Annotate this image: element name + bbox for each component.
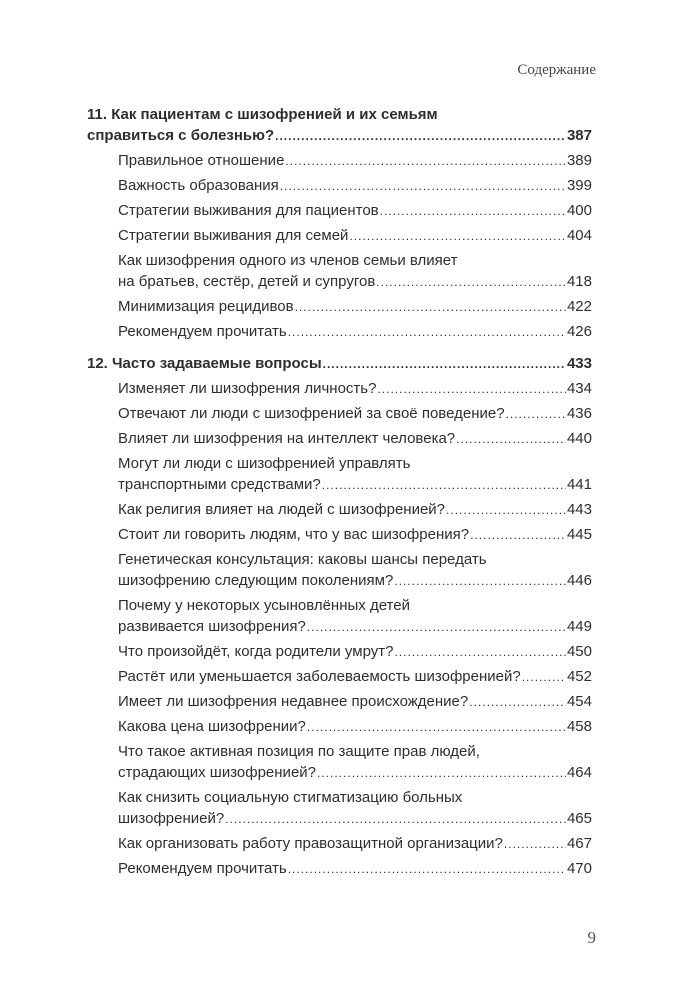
entry-title-line: Стратегии выживания для пациентов bbox=[118, 202, 379, 219]
entry-title-line: страдающих шизофренией? bbox=[118, 764, 317, 781]
dot-leader bbox=[307, 717, 566, 738]
dot-leader bbox=[322, 475, 566, 496]
toc-entry bbox=[118, 378, 592, 400]
entry-leader-row bbox=[118, 150, 592, 172]
toc-entry bbox=[118, 150, 592, 172]
page-number: 9 bbox=[587, 928, 596, 947]
entry-page-number: 446 bbox=[566, 572, 592, 589]
entry-leader-row bbox=[118, 474, 592, 496]
dot-leader bbox=[295, 297, 566, 318]
dot-leader bbox=[349, 226, 566, 247]
entry-title-line: Почему у некоторых усыновлённых детей bbox=[118, 597, 410, 614]
entry-title-line: 11. Как пациентам с шизофренией и их семьям bbox=[87, 106, 438, 123]
entry-leader-row bbox=[118, 428, 592, 450]
dot-leader bbox=[469, 692, 566, 713]
entry-title-line: справиться с болезнью? bbox=[87, 127, 275, 144]
entry-page-number: 458 bbox=[566, 718, 592, 735]
entry-leader-row bbox=[118, 858, 592, 880]
entry-page-number: 426 bbox=[566, 323, 592, 340]
toc-entry bbox=[118, 716, 592, 738]
dot-leader bbox=[377, 379, 566, 400]
dot-leader bbox=[275, 126, 566, 147]
entry-title-line: Рекомендуем прочитать bbox=[118, 323, 287, 340]
dot-leader bbox=[376, 272, 566, 293]
entry-leader-row bbox=[118, 808, 592, 830]
entry-title-line: на братьев, сестёр, детей и супругов bbox=[118, 273, 376, 290]
entry-title-line: шизофренией? bbox=[118, 810, 225, 827]
entry-page-number: 465 bbox=[566, 810, 592, 827]
entry-title-line: Могут ли люди с шизофренией управлять bbox=[118, 455, 411, 472]
toc-entry bbox=[118, 833, 592, 855]
entry-page-number: 404 bbox=[566, 227, 592, 244]
entry-title-line: Правильное отношение bbox=[118, 152, 285, 169]
entry-page-number: 450 bbox=[566, 643, 592, 660]
entry-page-number: 436 bbox=[566, 405, 592, 422]
dot-leader bbox=[504, 834, 566, 855]
entry-page-number: 433 bbox=[566, 355, 592, 372]
toc-entry bbox=[118, 641, 592, 663]
toc-chapter bbox=[87, 104, 592, 343]
table-of-contents bbox=[87, 104, 592, 890]
running-head: Содержание bbox=[517, 62, 596, 78]
entry-leader-row bbox=[118, 762, 592, 784]
entry-title-line: Растёт или уменьшается заболеваемость шизофренией? bbox=[118, 668, 521, 685]
entry-title-line: Отвечают ли люди с шизофренией за своё поведение? bbox=[118, 405, 505, 422]
entry-leader-row bbox=[118, 641, 592, 663]
toc-entry bbox=[118, 175, 592, 197]
entry-leader-row bbox=[118, 225, 592, 247]
toc-entry bbox=[118, 858, 592, 880]
entry-leader-row bbox=[118, 403, 592, 425]
entry-leader-row bbox=[118, 378, 592, 400]
entry-page-number: 449 bbox=[566, 618, 592, 635]
entry-title-line: Какова цена шизофрении? bbox=[118, 718, 306, 735]
entry-leader-row bbox=[118, 296, 592, 318]
toc-entry bbox=[118, 549, 592, 592]
dot-leader bbox=[456, 429, 566, 450]
entry-title-line: шизофрению следующим поколениям? bbox=[118, 572, 394, 589]
entry-leader-row bbox=[118, 200, 592, 222]
dot-leader bbox=[317, 763, 566, 784]
entry-page-number: 400 bbox=[566, 202, 592, 219]
entry-page-number: 434 bbox=[566, 380, 592, 397]
entry-title-line: Что произойдёт, когда родители умрут? bbox=[118, 643, 394, 660]
entry-leader-row bbox=[87, 353, 592, 375]
entry-title-line: Стоит ли говорить людям, что у вас шизофрения? bbox=[118, 526, 470, 543]
entry-page-number: 464 bbox=[566, 764, 592, 781]
chapter-heading bbox=[87, 353, 592, 375]
entry-title-line: Генетическая консультация: каковы шансы передать bbox=[118, 551, 487, 568]
entry-page-number: 418 bbox=[566, 273, 592, 290]
dot-leader bbox=[522, 667, 566, 688]
chapter-heading bbox=[87, 104, 592, 147]
toc-entry bbox=[118, 787, 592, 830]
entry-title-line: транспортными средствами? bbox=[118, 476, 321, 493]
entry-title-line: Как религия влияет на людей с шизофренией? bbox=[118, 501, 446, 518]
dot-leader bbox=[394, 642, 566, 663]
entry-leader-row bbox=[118, 524, 592, 546]
entry-leader-row bbox=[118, 691, 592, 713]
toc-entry bbox=[118, 403, 592, 425]
toc-entry bbox=[118, 200, 592, 222]
toc-entry bbox=[118, 296, 592, 318]
dot-leader bbox=[506, 404, 566, 425]
entry-title-line: Как организовать работу правозащитной организации? bbox=[118, 835, 503, 852]
dot-leader bbox=[470, 525, 566, 546]
dot-leader bbox=[280, 176, 566, 197]
toc-entry bbox=[118, 428, 592, 450]
entry-page-number: 454 bbox=[566, 693, 592, 710]
toc-entry bbox=[118, 741, 592, 784]
entry-leader-row bbox=[118, 175, 592, 197]
dot-leader bbox=[285, 151, 566, 172]
toc-chapter bbox=[87, 353, 592, 880]
entry-title-line: Как шизофрения одного из членов семьи влияет bbox=[118, 252, 458, 269]
toc-entry bbox=[118, 666, 592, 688]
dot-leader bbox=[394, 571, 566, 592]
toc-entry bbox=[118, 250, 592, 293]
entry-page-number: 441 bbox=[566, 476, 592, 493]
entry-title-line: Как снизить социальную стигматизацию больных bbox=[118, 789, 463, 806]
entry-title-line: 12. Часто задаваемые вопросы bbox=[87, 355, 322, 372]
toc-entry bbox=[118, 499, 592, 521]
toc-entry bbox=[118, 595, 592, 638]
entry-page-number: 389 bbox=[566, 152, 592, 169]
entry-page-number: 467 bbox=[566, 835, 592, 852]
toc-entry bbox=[118, 225, 592, 247]
dot-leader bbox=[323, 354, 566, 375]
entry-title-line: Рекомендуем прочитать bbox=[118, 860, 287, 877]
entry-page-number: 452 bbox=[566, 668, 592, 685]
entry-page-number: 422 bbox=[566, 298, 592, 315]
entry-title-line: Изменяет ли шизофрения личность? bbox=[118, 380, 377, 397]
entry-leader-row bbox=[118, 833, 592, 855]
toc-entry bbox=[118, 524, 592, 546]
entry-leader-row bbox=[118, 616, 592, 638]
dot-leader bbox=[288, 322, 566, 343]
entry-leader-row bbox=[118, 271, 592, 293]
dot-leader bbox=[307, 617, 566, 638]
entry-leader-row bbox=[118, 666, 592, 688]
entry-title-line: Стратегии выживания для семей bbox=[118, 227, 349, 244]
entry-page-number: 445 bbox=[566, 526, 592, 543]
toc-entry bbox=[118, 321, 592, 343]
entry-page-number: 440 bbox=[566, 430, 592, 447]
entry-title-line: Имеет ли шизофрения недавнее происхождение? bbox=[118, 693, 469, 710]
entry-title-line: Минимизация рецидивов bbox=[118, 298, 294, 315]
toc-entry bbox=[118, 691, 592, 713]
entry-title-line: развивается шизофрения? bbox=[118, 618, 306, 635]
dot-leader bbox=[225, 809, 566, 830]
dot-leader bbox=[288, 859, 566, 880]
entry-title-line: Важность образования bbox=[118, 177, 279, 194]
toc-entry bbox=[118, 453, 592, 496]
entry-page-number: 387 bbox=[566, 127, 592, 144]
entry-title-line: Влияет ли шизофрения на интеллект человека? bbox=[118, 430, 456, 447]
entry-leader-row bbox=[118, 321, 592, 343]
entry-page-number: 470 bbox=[566, 860, 592, 877]
entry-page-number: 399 bbox=[566, 177, 592, 194]
entry-leader-row bbox=[118, 499, 592, 521]
entry-title-line: Что такое активная позиция по защите прав людей, bbox=[118, 743, 480, 760]
entry-page-number: 443 bbox=[566, 501, 592, 518]
entry-leader-row bbox=[87, 125, 592, 147]
entry-leader-row bbox=[118, 570, 592, 592]
dot-leader bbox=[446, 500, 566, 521]
dot-leader bbox=[380, 201, 566, 222]
entry-leader-row bbox=[118, 716, 592, 738]
